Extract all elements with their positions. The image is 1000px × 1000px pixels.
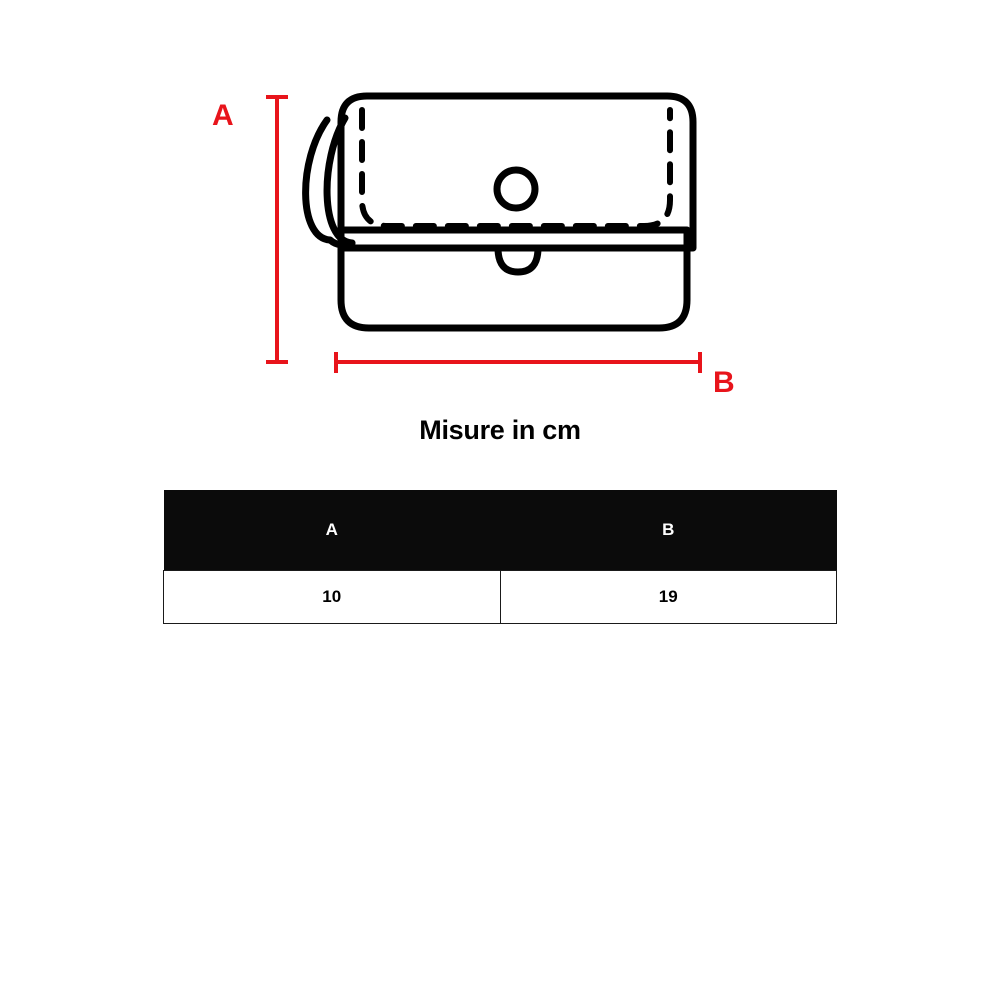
table-row [164,571,837,624]
dimension-a-label: A [212,99,234,132]
size-table-wrapper [163,490,837,624]
measurement-caption: Misure in cm [419,415,581,445]
dimension-line-a [266,97,288,362]
table-header-b: B [500,490,837,571]
table-cell-b: 19 [500,571,837,624]
dimension-line-b [336,352,700,373]
dimension-b-label: B [713,366,735,399]
bag-clasp-icon [497,170,535,208]
table-cell-a: 10 [164,571,501,624]
size-table [163,490,837,624]
table-header-a: A [164,490,501,571]
table-header-row [164,490,837,571]
product-dimension-diagram [0,0,1000,470]
